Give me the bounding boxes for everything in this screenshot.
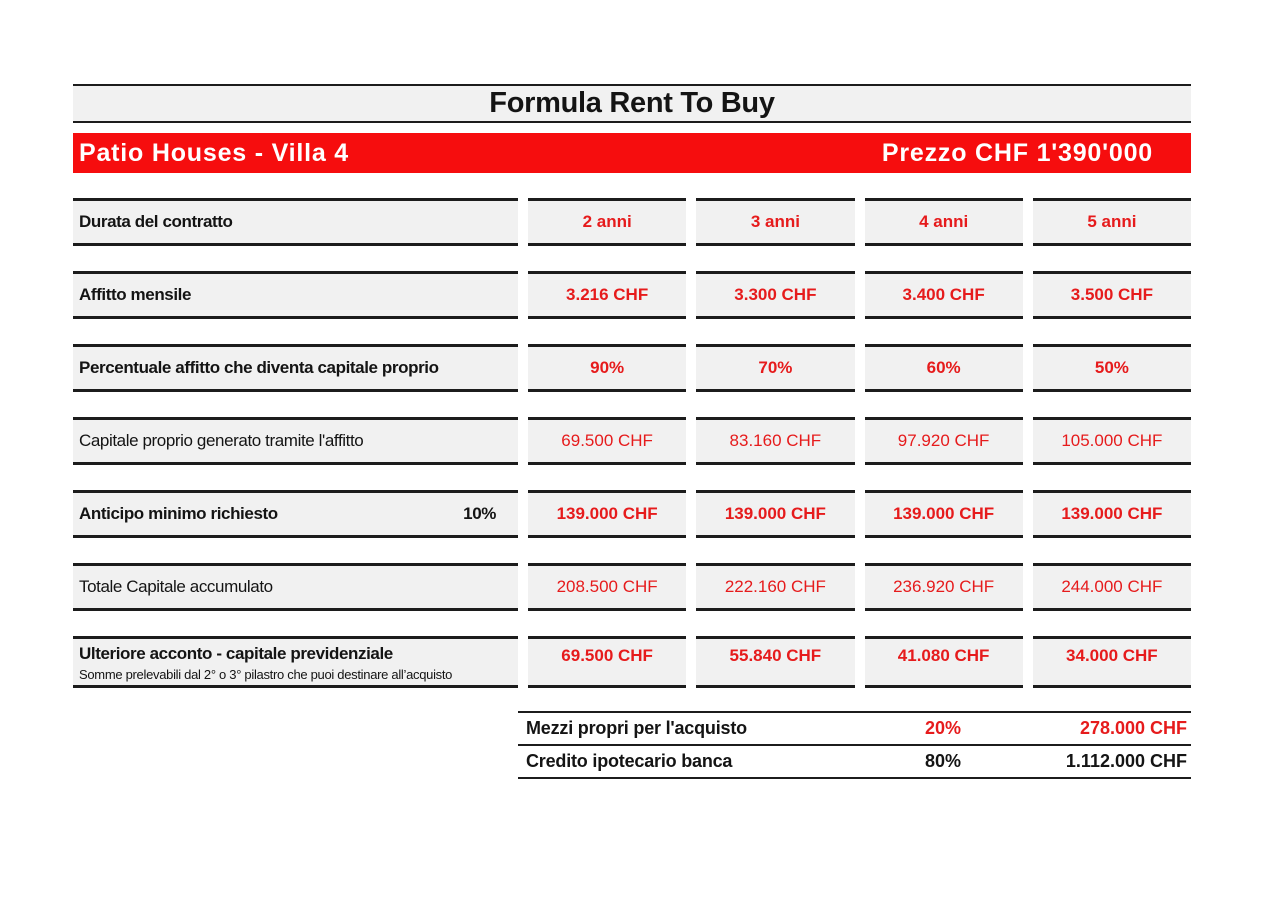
row-label xyxy=(73,271,518,319)
summary-percent: 80% xyxy=(924,751,961,771)
cell-value-text: 244.000 CHF xyxy=(1061,577,1163,596)
cell-value xyxy=(865,636,1023,688)
property-price: Prezzo CHF 1'390'000 xyxy=(881,138,1153,167)
cell-value xyxy=(696,563,854,611)
cell-value xyxy=(865,198,1023,246)
summary-label: Mezzi propri per l'acquisto xyxy=(526,718,747,738)
down-payment-percent: 10% xyxy=(463,504,496,523)
cell-value-text: 34.000 CHF xyxy=(1066,646,1158,665)
cell-value-text: 3.500 CHF xyxy=(1070,285,1153,304)
summary-row-own-funds xyxy=(518,713,1191,746)
summary-row-mortgage xyxy=(518,746,1191,779)
cell-value xyxy=(696,417,854,465)
cell-value xyxy=(1033,490,1191,538)
row-label xyxy=(73,417,518,465)
cell-value-text: 97.920 CHF xyxy=(897,431,990,450)
row-contract-duration xyxy=(73,198,1191,246)
cell-value-text: 55.840 CHF xyxy=(729,646,822,665)
summary-table xyxy=(518,711,1191,779)
summary-amount: 1.112.000 CHF xyxy=(1065,751,1187,771)
cell-value-text: 105.000 CHF xyxy=(1061,431,1163,450)
property-banner xyxy=(73,133,1191,173)
cell-value xyxy=(528,271,686,319)
row-minimum-down-payment xyxy=(73,490,1191,538)
property-name: Patio Houses - Villa 4 xyxy=(79,138,350,167)
cell-value xyxy=(528,636,686,688)
cell-value-text: 5 anni xyxy=(1087,212,1137,231)
cell-value-text: 83.160 CHF xyxy=(729,431,822,450)
cell-value-text: 2 anni xyxy=(582,212,632,231)
row-label xyxy=(73,563,518,611)
row-additional-deposit xyxy=(73,636,1191,688)
cell-value-text: 139.000 CHF xyxy=(893,504,995,523)
cell-value xyxy=(865,563,1023,611)
cell-value-text: 3.216 CHF xyxy=(566,285,649,304)
cell-value-text: 3.300 CHF xyxy=(734,285,817,304)
cell-value xyxy=(865,271,1023,319)
cell-value-text: 3.400 CHF xyxy=(902,285,985,304)
cell-value-text: 4 anni xyxy=(919,212,969,231)
cell-value-text: 139.000 CHF xyxy=(1061,504,1163,523)
row-label-text: Percentuale affitto che diventa capitale proprio xyxy=(79,358,439,377)
cell-value-text: 139.000 CHF xyxy=(724,504,826,523)
cell-value-text: 236.920 CHF xyxy=(893,577,995,596)
cell-value-text: 139.000 CHF xyxy=(556,504,658,523)
row-label-text: Totale Capitale accumulato xyxy=(79,577,273,596)
document-title: Formula Rent To Buy xyxy=(489,87,775,119)
cell-value xyxy=(865,490,1023,538)
cell-value xyxy=(528,417,686,465)
row-label xyxy=(73,344,518,392)
row-monthly-rent xyxy=(73,271,1191,319)
row-label xyxy=(73,198,518,246)
cell-value-text: 90% xyxy=(590,358,625,377)
summary-label: Credito ipotecario banca xyxy=(526,751,733,771)
row-label-text: Affitto mensile xyxy=(79,285,192,304)
summary-percent: 20% xyxy=(924,718,961,738)
cell-value xyxy=(528,198,686,246)
cell-value-text: 50% xyxy=(1094,358,1129,377)
row-label-text: Capitale proprio generato tramite l'affitto xyxy=(79,431,364,450)
cell-value-text: 60% xyxy=(926,358,961,377)
cell-value-text: 208.500 CHF xyxy=(556,577,658,596)
row-label-text: Durata del contratto xyxy=(79,212,233,231)
cell-value xyxy=(528,563,686,611)
rent-to-buy-sheet xyxy=(73,84,1191,779)
row-label xyxy=(73,636,518,688)
cell-value xyxy=(1033,636,1191,688)
cell-value xyxy=(1033,198,1191,246)
cell-value xyxy=(528,490,686,538)
cell-value xyxy=(1033,344,1191,392)
cell-value xyxy=(1033,417,1191,465)
cell-value xyxy=(696,490,854,538)
row-label xyxy=(73,490,518,538)
cell-value xyxy=(865,344,1023,392)
row-rent-to-equity-percentage xyxy=(73,344,1191,392)
cell-value xyxy=(696,271,854,319)
cell-value-text: 41.080 CHF xyxy=(897,646,990,665)
cell-value xyxy=(696,198,854,246)
cell-value-text: 222.160 CHF xyxy=(724,577,826,596)
cell-value xyxy=(696,636,854,688)
summary-amount: 278.000 CHF xyxy=(1079,718,1187,738)
cell-value-text: 69.500 CHF xyxy=(561,646,653,665)
title-bar xyxy=(73,84,1191,123)
row-label-text: Ulteriore acconto - capitale previdenziale xyxy=(79,644,393,663)
row-label-text: Anticipo minimo richiesto xyxy=(79,504,278,523)
cell-value xyxy=(865,417,1023,465)
cell-value-text: 70% xyxy=(758,358,793,377)
row-equity-generated-by-rent xyxy=(73,417,1191,465)
row-total-capital xyxy=(73,563,1191,611)
row-caption: Somme prelevabili dal 2° o 3° pilastro che puoi destinare all’acquisto xyxy=(79,667,453,682)
cell-value-text: 69.500 CHF xyxy=(561,431,653,450)
cell-value xyxy=(1033,271,1191,319)
cell-value xyxy=(1033,563,1191,611)
cell-value xyxy=(528,344,686,392)
cell-value xyxy=(696,344,854,392)
cell-value-text: 3 anni xyxy=(750,212,800,231)
